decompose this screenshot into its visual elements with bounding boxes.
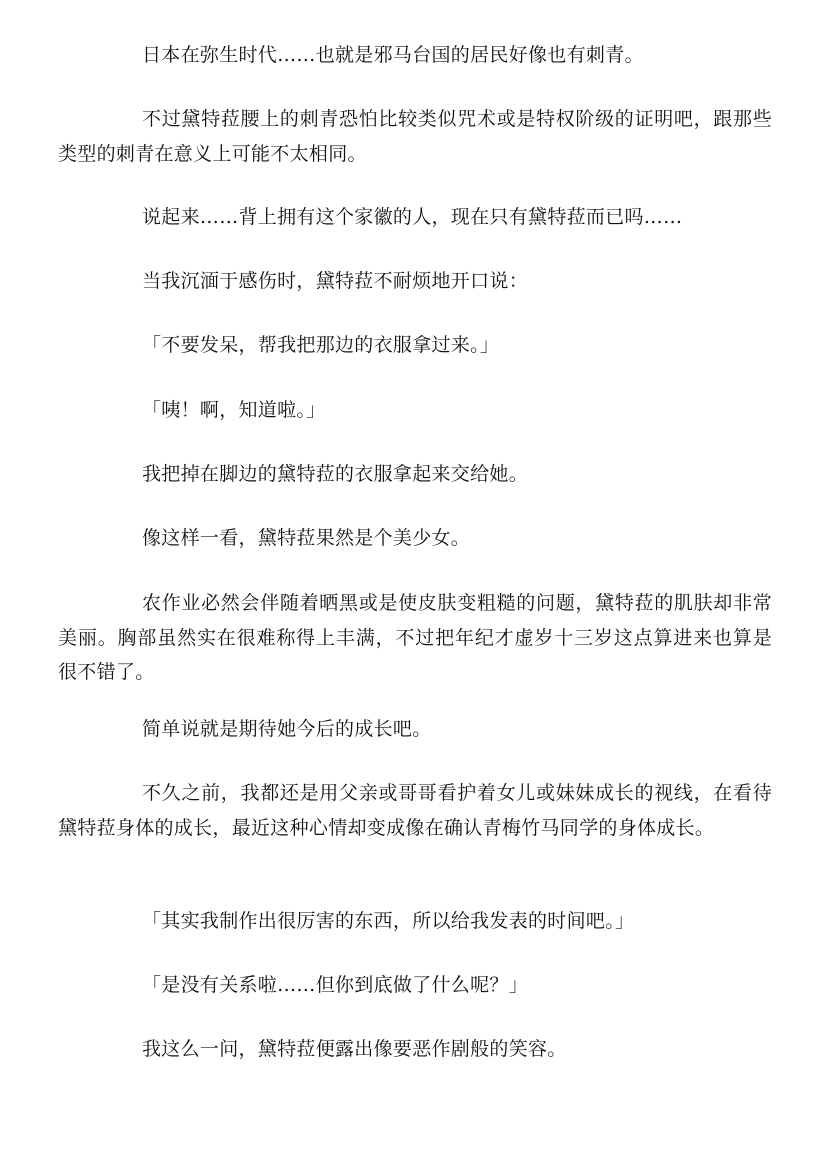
paragraph-8: 像这样一看，黛特菈果然是个美少女。 bbox=[142, 527, 471, 549]
paragraph-10: 简单说就是期待她今后的成长吧。 bbox=[142, 718, 432, 740]
paragraph-4: 当我沉湎于感伤时，黛特菈不耐烦地开口说： bbox=[142, 270, 529, 292]
paragraph-3: 说起来……背上拥有这个家徽的人，现在只有黛特菈而已吗…… bbox=[142, 206, 683, 228]
paragraph-7: 我把掉在脚边的黛特菈的衣服拿起来交给她。 bbox=[142, 463, 529, 485]
paragraph-11: 不久之前，我都还是用父亲或哥哥看护着女儿或妹妹成长的视线，在看待黛特菈身体的成长，最近这种心情却变成像在确认青梅竹马同学的身体成长。 bbox=[58, 782, 772, 839]
paragraph-14: 我这么一问，黛特菈便露出像要恶作剧般的笑容。 bbox=[142, 1038, 567, 1060]
paragraph-6: 「咦！啊，知道啦。」 bbox=[142, 399, 326, 421]
paragraph-13: 「是没有关系啦……但你到底做了什么呢？」 bbox=[142, 974, 529, 996]
paragraph-9: 农作业必然会伴随着晒黑或是使皮肤变粗糙的问题，黛特菈的肌肤却非常美丽。胸部虽然实在很难称得上丰满，不过把年纪才虚岁十三岁这点算进来也算是很不错了。 bbox=[58, 592, 772, 683]
paragraph-12: 「其实我制作出很厉害的东西，所以给我发表的时间吧。」 bbox=[142, 910, 635, 932]
paragraph-5: 「不要发呆，帮我把那边的衣服拿过来。」 bbox=[142, 334, 500, 356]
paragraph-1: 日本在弥生时代……也就是邪马台国的居民好像也有刺青。 bbox=[142, 44, 644, 66]
paragraph-2: 不过黛特菈腰上的刺青恐怕比较类似咒术或是特权阶级的证明吧，跟那些类型的刺青在意义上可能不太相同。 bbox=[58, 108, 772, 165]
